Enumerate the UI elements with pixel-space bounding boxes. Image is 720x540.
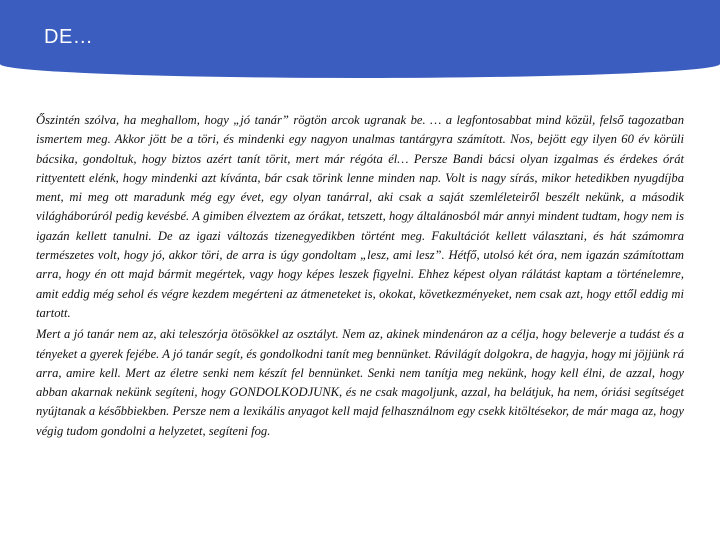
paragraph-2: Mert a jó tanár nem az, aki teleszórja ötösökkel az osztályt. Nem az, akinek mindenáron az a célja, hogy beleverje a tudást és a tényeket a gyerek fejébe. A jó tanár segít, és gondolkodni tanít meg bennünket. Rávilágít dolgokra, de hagyja, hogy mi jöjjünk rá arra, amire kell. Mert az életre senki nem készít fel bennünket. Senki nem tanítja meg nekünk, hogy kell élni, de azzal, hogy abban akarnak nekünk segíteni, hogy GONDOLKODJUNK, és ne csak magoljunk, azzal, ha belátjuk, ha nem, óriási segítséget nyújtanak a későbbiekben. Persze nem a lexikális anyagot kell majd felhasználnom egy csekk kitöltésekor, de már maga az, hogy végig tudom gondolni a helyzetet, segíteni fog.	[36, 327, 684, 438]
paragraph-1: Őszintén szólva, ha meghallom, hogy „jó tanár” rögtön arcok ugranak be. … a legfontosabbat mind közül, felső tagozatban ismertem meg. Akkor jött be a töri, és mindenki egy nagyon unalmas tantárgyra számított. Nos, bejött egy ilyen 60 év körüli bácsika, gondoltuk, hogy biztos azért tanít törit, mert már régóta él… Persze Bandi bácsi olyan izgalmas és érdekes órát rittyentett elénk, hogy mindenki azt kívánta, bár csak törink lenne minden nap. Volt is nagy sírás, mikor hetedikben nyugdíjba ment, mi meg ott maradunk még egy évet, egy olyan tanárral, aki csak a saját szemléleteiről beszélt nekünk, a második világháborúról pedig kevésbé. A gimiben élveztem az órákat, tetszett, hogy általánosból már annyi mindent tudtam, hogy nem is igazán kellett tanulni. De az igazi változás tizenegyedikben történt meg. Fakultációt kellett választani, és hát számomra természetes volt, hogy jó, akkor töri, de arra is úgy gondoltam „lesz, ami lesz”. Hétfő, utolsó két óra, nem igazán számítottam arra, hogy én ott majd bármit megértek, vagy hogy képes leszek figyelni. Ehhez képest olyan rálátást kaptam a történelemre, amit eddig még sehol és végre kezdem megérteni az átmeneteket is, okokat, következményeket, nem csak azt, hogy ettől eddig mi tartott.	[36, 113, 684, 320]
slide-title: DE…	[44, 26, 94, 48]
title-bar	[0, 0, 720, 78]
body-text	[36, 111, 684, 441]
